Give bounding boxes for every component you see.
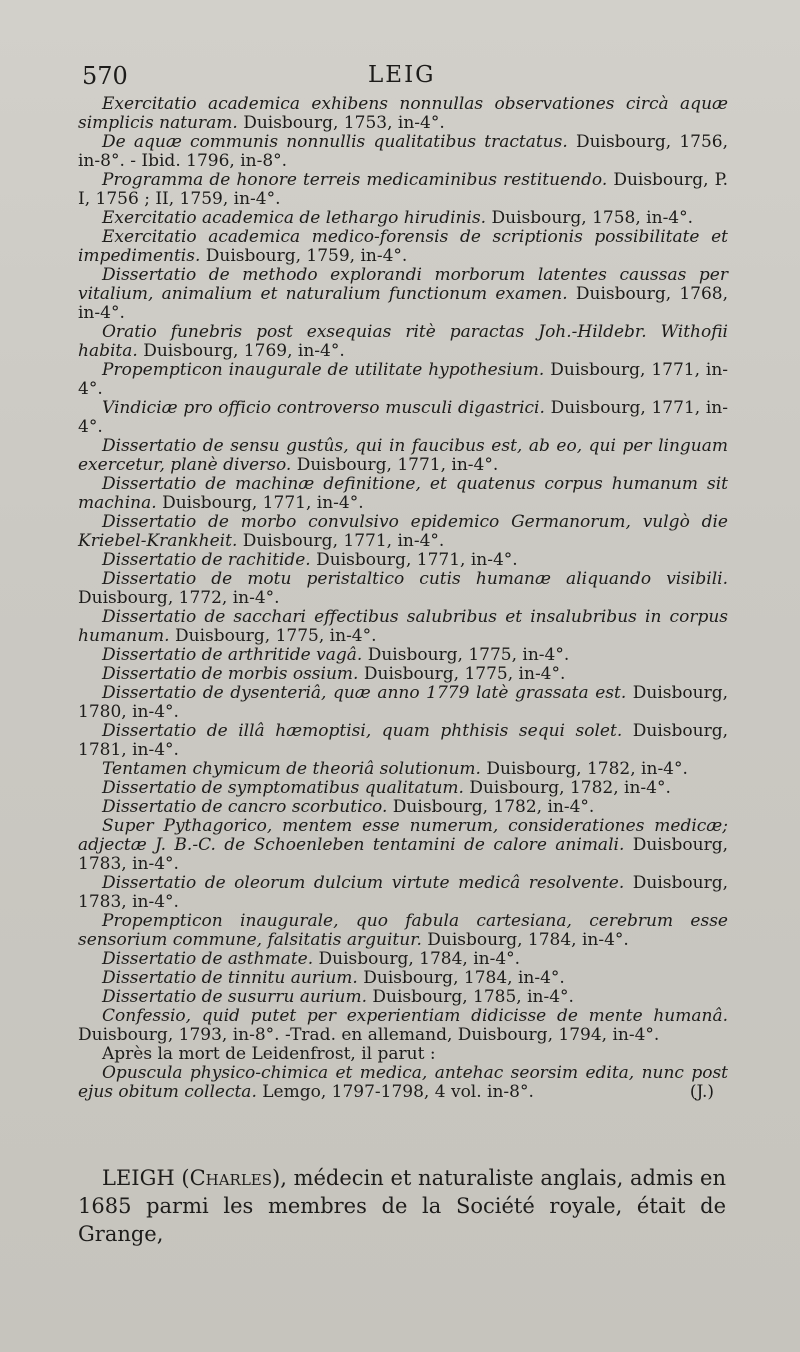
imprint: Duisbourg, 1785, in-4°.	[372, 987, 574, 1007]
bibliography-entry	[78, 323, 728, 361]
work-title: Exercitatio academica de lethargo hirudinis.	[102, 208, 487, 228]
bibliography-entry	[78, 646, 728, 665]
article-forename: Charles	[189, 1166, 273, 1190]
work-title: Super Pythagorico, mentem esse numerum, considerationes medicæ; adjectæ J. B.-C. de Schoenleben tentamini de calore animali.	[78, 816, 728, 855]
imprint: Duisbourg, 1782, in-4°.	[392, 797, 595, 817]
imprint: Duisbourg, 1775, in-4°.	[367, 645, 570, 665]
work-title: Dissertatio de sensu gustûs, qui in faucibus est, ab eo, qui per linguam exercetur, planè diverso.	[78, 436, 728, 475]
bibliography-entry	[78, 361, 728, 399]
work-title: Propempticon inaugurale, quo fabula cartesiana, cerebrum esse sensorium commune, falsitatis arguitur.	[78, 911, 728, 950]
work-title: Dissertatio de asthmate.	[102, 949, 314, 969]
work-title: Dissertatio de sacchari effectibus salubribus et insalubribus in corpus humanum.	[78, 607, 728, 646]
bibliography-entry	[78, 684, 728, 722]
work-title: Dissertatio de machinæ definitione, et quatenus corpus humanum sit machina.	[78, 474, 728, 513]
imprint: Duisbourg, 1768, in-4°.	[78, 284, 728, 323]
work-title: Exercitatio academica exhibens nonnullas observationes circà aquæ simplicis naturam.	[78, 94, 728, 133]
page-header	[0, 62, 800, 94]
work-title: Exercitatio academica medico-forensis de scriptionis possibilitate et impedimentis.	[78, 227, 728, 266]
work-title: Dissertatio de susurru aurium.	[102, 987, 367, 1007]
bibliography-entry	[78, 513, 728, 551]
work-title: Tentamen chymicum de theoriâ solutionum.	[102, 759, 481, 779]
work-title: Dissertatio de rachitide.	[102, 550, 311, 570]
bibliography-entry	[78, 779, 728, 798]
imprint: Duisbourg, 1780, in-4°.	[78, 683, 728, 722]
imprint: Duisbourg, 1771, in-4°.	[316, 550, 518, 570]
bibliography-entry	[78, 133, 728, 171]
imprint: Duisbourg, 1771, in-4°.	[162, 493, 364, 513]
bibliography-entry	[78, 1064, 728, 1102]
imprint: Duisbourg, 1758, in-4°.	[491, 208, 694, 228]
imprint: Duisbourg, 1783, in-4°.	[78, 873, 728, 912]
work-title: Dissertatio de morbis ossium.	[102, 664, 359, 684]
bibliography-list	[78, 95, 728, 1102]
bibliography-entry	[78, 171, 728, 209]
work-title: Dissertatio de motu peristaltico cutis humanæ aliquando visibili.	[102, 569, 728, 589]
imprint: Duisbourg, 1793, in-8°. -Trad. en allemand, Duisbourg, 1794, in-4°.	[78, 1025, 660, 1045]
imprint: Duisbourg, 1771, in-4°.	[78, 398, 728, 437]
imprint: Duisbourg, 1771, in-4°.	[242, 531, 445, 551]
bibliography-entry	[78, 817, 728, 874]
work-title: Dissertatio de arthritide vagâ.	[102, 645, 363, 665]
next-article-opening: LEIGH (Charles), médecin et naturaliste anglais, admis en 1685 parmi les membres de la Société royale, était de Grange,	[78, 1166, 726, 1246]
imprint: Duisbourg, P. I, 1756 ; II, 1759, in-4°.	[78, 170, 728, 209]
bibliography-entry	[78, 760, 728, 779]
running-head: LEIG	[368, 62, 436, 88]
bibliography-entry	[78, 228, 728, 266]
bibliography-entry	[78, 1007, 728, 1045]
work-title: Dissertatio de morbo convulsivo epidemico Germanorum, vulgò die Kriebel-Krankheit.	[78, 512, 728, 551]
bibliography-entry	[78, 665, 728, 684]
work-title: Dissertatio de illâ hæmoptisi, quam phthisis sequi solet.	[102, 721, 623, 741]
work-title: Vindiciæ pro officio controverso musculi digastrici.	[102, 398, 545, 418]
bibliography-entry	[78, 570, 728, 608]
bibliography-entry	[78, 475, 728, 513]
work-title: De aquæ communis nonnullis qualitatibus tractatus.	[102, 132, 568, 152]
bibliography-entry	[78, 551, 728, 570]
imprint: Duisbourg, 1753, in-4°.	[243, 113, 445, 133]
imprint: Lemgo, 1797-1798, 4 vol. in-8°.	[262, 1082, 534, 1102]
bibliography-entry	[78, 437, 728, 475]
bibliography-entry	[78, 399, 728, 437]
posthumous-note: Après la mort de Leidenfrost, il parut :	[102, 1044, 436, 1064]
imprint: Duisbourg, 1781, in-4°.	[78, 721, 728, 760]
bibliography-entry	[78, 608, 728, 646]
imprint: Duisbourg, 1771, in-4°.	[78, 360, 729, 399]
imprint: Duisbourg, 1784, in-4°.	[363, 968, 565, 988]
bibliography-entry	[78, 722, 728, 760]
work-title: Propempticon inaugurale de utilitate hypothesium.	[102, 360, 545, 380]
imprint: Duisbourg, 1772, in-4°.	[78, 588, 280, 608]
bibliography-entry	[78, 209, 728, 228]
bibliography-entry	[78, 988, 728, 1007]
article-name: LEIGH	[102, 1166, 175, 1190]
work-title: Dissertatio de dysenteriâ, quæ anno 1779 latè grassata est.	[102, 683, 627, 703]
work-title: Dissertatio de symptomatibus qualitatum.	[102, 778, 464, 798]
imprint: Duisbourg, 1775, in-4°.	[174, 626, 377, 646]
imprint: Duisbourg, 1775, in-4°.	[363, 664, 566, 684]
work-title: Confessio, quid putet per experientiam didicisse de mente humanâ.	[102, 1006, 728, 1026]
imprint: Duisbourg, 1782, in-4°.	[486, 759, 688, 779]
imprint: Duisbourg, 1783, in-4°.	[78, 835, 728, 874]
bibliography-entry	[78, 798, 728, 817]
imprint: Duisbourg, 1784, in-4°.	[427, 930, 629, 950]
work-title: Dissertatio de tinnitu aurium.	[102, 968, 358, 988]
bibliography-entry	[78, 874, 728, 912]
imprint: Duisbourg, 1771, in-4°.	[296, 455, 499, 475]
bibliography-entry	[78, 912, 728, 950]
work-title: Opuscula physico-chimica et medica, antehac seorsim edita, nunc post ejus obitum collecta.	[78, 1063, 728, 1102]
imprint: Duisbourg, 1769, in-4°.	[143, 341, 345, 361]
work-title: Oratio funebris post exsequias ritè paractas Joh.-Hildebr. Withofii habita.	[78, 322, 728, 361]
work-title: Programma de honore terreis medicaminibus restituendo.	[102, 170, 608, 190]
work-title: Dissertatio de methodo explorandi morborum latentes caussas per vitalium, animalium et naturalium functionum examen.	[78, 265, 728, 304]
imprint: Duisbourg, 1756, in-8°. - Ibid. 1796, in-8°.	[78, 132, 728, 171]
work-title: Dissertatio de cancro scorbutico.	[102, 797, 388, 817]
imprint: Duisbourg, 1782, in-4°.	[469, 778, 671, 798]
bibliography-entry	[78, 969, 728, 988]
article-text: médecin et naturaliste anglais, admis en 1685 parmi les membres de la Société royale, était de Grange,	[78, 1166, 726, 1246]
page-number: 570	[82, 62, 128, 90]
bibliography-entry	[78, 950, 728, 969]
author-footnote-mark: (J.)	[689, 1082, 714, 1102]
work-title: Dissertatio de oleorum dulcium virtute medicâ resolvente.	[102, 873, 625, 893]
imprint: Duisbourg, 1759, in-4°.	[205, 246, 408, 266]
bibliography-entry	[78, 95, 728, 133]
imprint: Duisbourg, 1784, in-4°.	[318, 949, 521, 969]
bibliography-entry	[78, 266, 728, 323]
